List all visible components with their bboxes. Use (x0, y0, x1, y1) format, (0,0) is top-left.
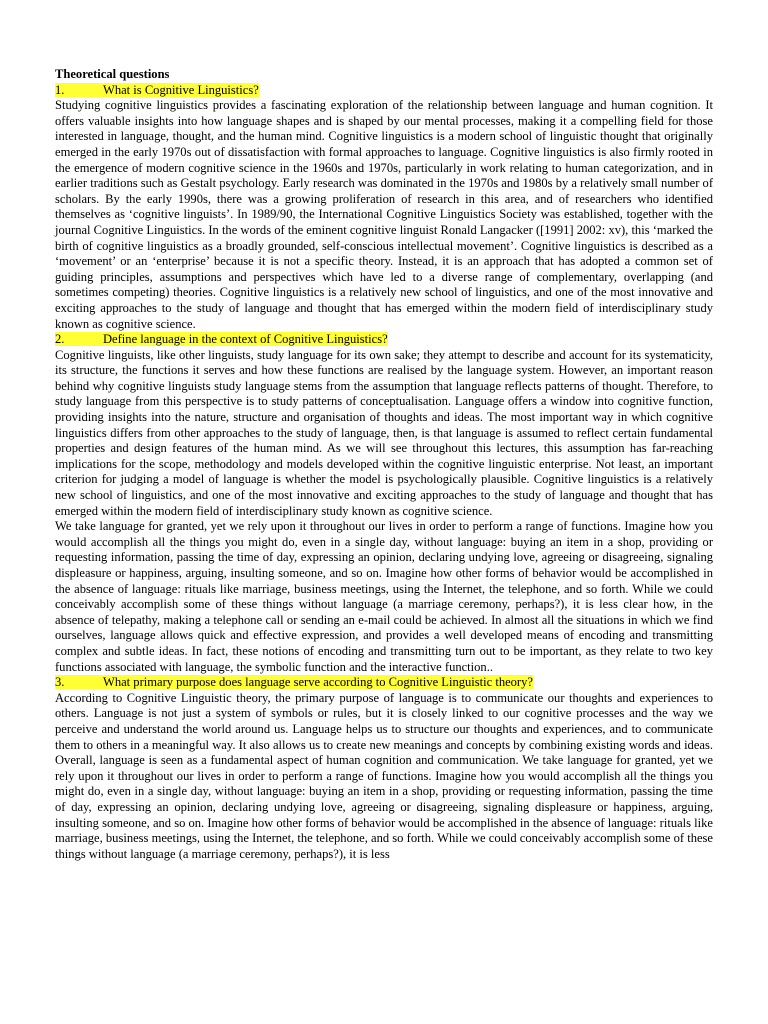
question-text: Define language in the context of Cognitive Linguistics? (103, 332, 388, 347)
section-1 (55, 83, 713, 333)
body-paragraph: Cognitive linguists, like other linguists, study language for its own sake; they attempt to describe and account for its systematicity, its structure, the functions it serves and how these functions are realised by the language system. However, an important reason behind why cognitive linguists study language stems from the assumption that language reflects patterns of thought. Therefore, to study language from this perspective is to study patterns of conceptualisation. Language offers a window into cognitive function, providing insights into the nature, structure and organisation of thoughts and ideas. The most important way in which cognitive linguistics differs from other approaches to the study of language, then, is that language is assumed to reflect certain fundamental properties and design features of the human mind. As we will see throughout this lectures, this assumption has far-reaching implications for the scope, methodology and models developed within the cognitive linguistic enterprise. Not least, an important criterion for judging a model of language is whether the model is psychologically plausible. Cognitive linguistics is a relatively new school of linguistics, and one of the most innovative and exciting approaches to the study of language and thought that has emerged within the modern field of interdisciplinary study known as cognitive science. (55, 347, 713, 518)
question-highlight (55, 83, 259, 97)
section-2 (55, 332, 713, 675)
body-paragraph: According to Cognitive Linguistic theory, the primary purpose of language is to communicate our thoughts and experiences to others. Language is not just a system of symbols or rules, but it is closely linked to our cognitive processes and the way we perceive and understand the world around us. Language helps us to structure our thoughts and experiences, and to communicate them to others in a meaningful way. It also allows us to create new meanings and concepts by combining existing words and ideas. Overall, language is seen as a fundamental aspect of human cognition and communication. We take language for granted, yet we rely upon it throughout our lives in order to perform a range of functions. Imagine how you would accomplish all the things you might do, even in a single day, without language: buying an item in a shop, providing or requesting information, passing the time of day, expressing an opinion, declaring undying love, agreeing or disagreeing, signaling displeasure or happiness, arguing, insulting someone, and so on. Imagine how other forms of behavior would be accomplished in the absence of language: rituals like marriage, business meetings, using the Internet, the telephone, and so forth. While we could conceivably accomplish some of these things without language (a marriage ceremony, perhaps?), it is less (55, 690, 713, 861)
body-paragraph: We take language for granted, yet we rely upon it throughout our lives in order to perform a range of functions. Imagine how you would accomplish all the things you might do, even in a single day, without language: buying an item in a shop, providing or requesting information, passing the time of day, expressing an opinion, declaring undying love, agreeing or disagreeing, signaling displeasure or happiness, arguing, insulting someone, and so on. Imagine how other forms of behavior would be accomplished in the absence of language: rituals like marriage, business meetings, using the Internet, the telephone, and so forth. While we could conceivably accomplish some of these things without language (a marriage ceremony, perhaps?), it is less clear how, in the absence of telepathy, making a telephone call or sending an e-mail could be achieved. In almost all the situations in which we find ourselves, language allows quick and effective expression, and provides a well developed means of encoding and transmitting complex and subtle ideas. In fact, these notions of encoding and transmitting turn out to be important, as they relate to two key functions associated with language, the symbolic function and the interactive function.. (55, 519, 713, 674)
section-3 (55, 675, 713, 862)
question-heading (55, 332, 713, 348)
question-highlight (55, 675, 533, 689)
question-number: 2. (55, 332, 65, 347)
question-text: What primary purpose does language serve according to Cognitive Linguistic theory? (103, 675, 533, 690)
question-highlight (55, 332, 388, 346)
question-heading (55, 675, 713, 691)
question-number: 1. (55, 82, 65, 97)
question-heading (55, 83, 713, 99)
document-heading: Theoretical questions (55, 67, 170, 81)
question-text: What is Cognitive Linguistics? (103, 82, 259, 97)
body-paragraph: Studying cognitive linguistics provides a fascinating exploration of the relationship between language and human cognition. It offers valuable insights into how language shapes and is shaped by our mental processes, making it a compelling field for those interested in language, thought, and the human mind. Cognitive linguistics is a modern school of linguistic thought that originally emerged in the early 1970s out of dissatisfaction with formal approaches to language. Cognitive linguistics is also firmly rooted in the emergence of modern cognitive science in the 1960s and 1970s, particularly in work relating to human categorization, and in earlier traditions such as Gestalt psychology. Early research was dominated in the 1970s and 1980s by a relatively small number of scholars. By the early 1990s, there was a growing proliferation of research in this area, and of researchers who identified themselves as ‘cognitive linguists’. In 1989/90, the International Cognitive Linguistics Society was established, together with the journal Cognitive Linguistics. In the words of the eminent cognitive linguist Ronald Langacker ([1991] 2002: xv), this ‘marked the birth of cognitive linguistics as a broadly grounded, self-conscious intellectual movement’. Cognitive linguistics is described as a ‘movement’ or an ‘enterprise’ because it is not a specific theory. Instead, it is an approach that has adopted a common set of guiding principles, assumptions and perspectives which have led to a diverse range of complementary, overlapping (and sometimes competing) theories. Cognitive linguistics is a relatively new school of linguistics, and one of the most innovative and exciting approaches to the study of language and thought that has emerged within the modern field of interdisciplinary study known as cognitive science. (55, 98, 713, 331)
question-number: 3. (55, 675, 65, 690)
document-page (55, 67, 713, 862)
